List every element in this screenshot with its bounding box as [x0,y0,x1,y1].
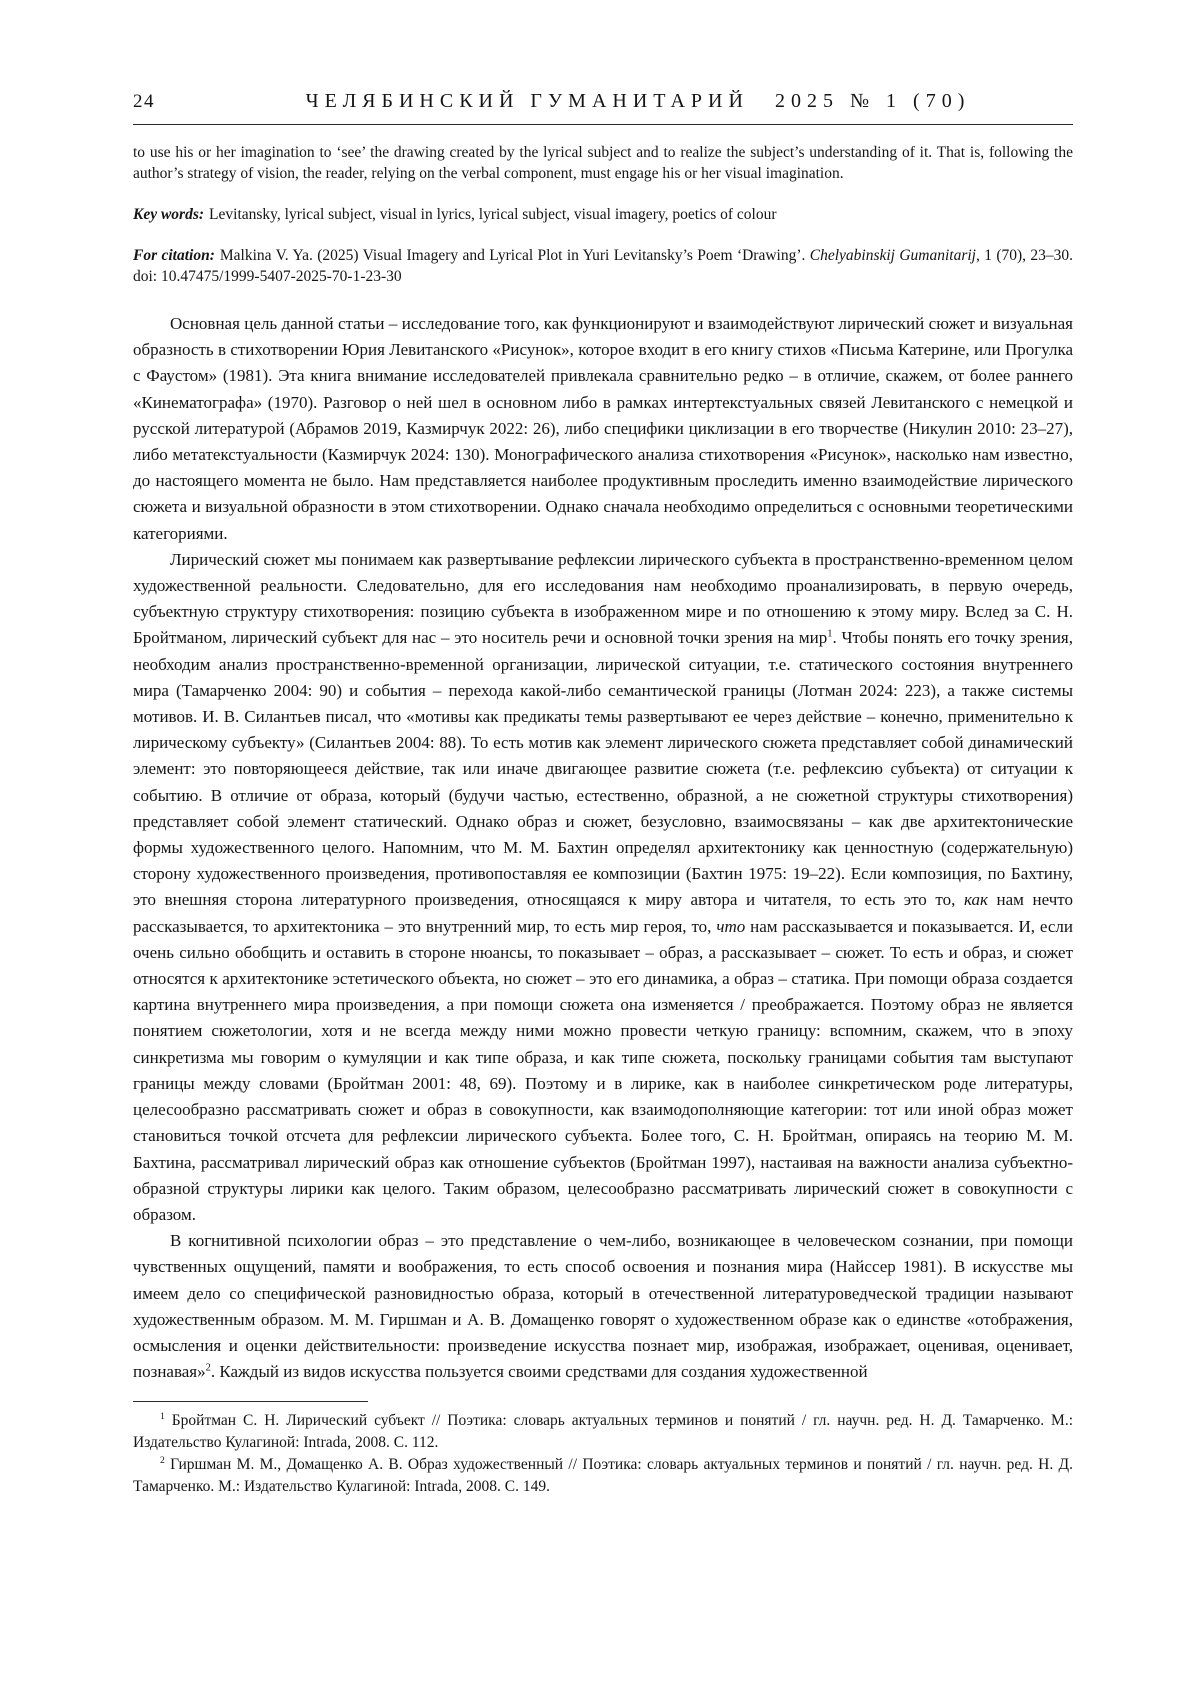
article-body [133,311,1073,1385]
keywords-text: Levitansky, lyrical subject, visual in lyrics, lyrical subject, visual imagery, poetics of colour [209,206,777,223]
citation-text-before: Malkina V. Ya. (2025) Visual Imagery and Lyrical Plot in Yuri Levitansky’s Poem ‘Drawing’. [219,247,810,264]
footnote: $^2$ Гиршман М. М., Домащенко А. В. Образ художественный // Поэтика: словарь актуальных терминов и понятий / гл. научн. ред. Н. Д. Тамарченко. М.: Издательство Кулагиной: Intrada, 2008. С. 149. [133,1455,1073,1496]
body-paragraph: Лирический сюжет мы понимаем как развертывание рефлексии лирического субъекта в пространственно-временном целом художественной реальности. Следовательно, для его исследования нам необходимо проанализировать, в первую очередь, субъектную структуру стихотворения: позицию субъекта в изображенном мире и по отношению к этому миру. Вслед за С. Н. Бройтманом, лирический субъект для нас – это носитель речи и основной точки зрения на мир$^1$. Чтобы понять его точку зрения, необходим анализ пространственно-временной организации, лирической ситуации, т.е. статического состояния внутреннего мира (Тамарченко 2004: 90) и события – перехода какой-либо семантической границы (Лотман 2024: 223), а также системы мотивов. И. В. Силантьев писал, что «мотивы как предикаты темы развертывают ее через действие – конечно, применительно к лирическому субъекту» (Силантьев 2004: 88). То есть мотив как элемент лирического сюжета представляет собой динамический элемент: это повторяющееся действие, так или иначе двигающее развитие сюжета (т.е. рефлексию субъекта) от ситуации к событию. В отличие от образа, который (будучи частью, естественно, образной, а не сюжетной структуры стихотворения) представляет собой элемент статический. Однако образ и сюжет, безусловно, взаимосвязаны – как две архитектонические формы художественного целого. Напомним, что М. М. Бахтин определял архитектонику как ценностную (содержательную) сторону художественного произведения, противопоставляя ее композиции (Бахтин 1975: 19–22). Если композиция, по Бахтину, это внешняя сторона литературного произведения, относящаяся к миру автора и читателя, то есть это то, как нам нечто рассказывается, то архитектоника – это внутренний мир, то есть мир героя, то, что нам рассказывается и показывается. И, если очень сильно обобщить и оставить в стороне нюансы, то показывает – образ, а рассказывает – сюжет. То есть и образ, и сюжет относятся к архитектонике эстетического объекта, но сюжет – это его динамика, а образ – статика. При помощи образа создается картина внутреннего мира произведения, а при помощи сюжета она изменяется / преображается. Поэтому образ не является понятием сюжетологии, хотя и не всегда между ними можно провести четкую границу: вспомним, скажем, что в эпоху синкретизма мы говорим о кумуляции и как типе образа, и как типе сюжета, поскольку границами события там выступают границы между словами (Бройтман 2001: 48, 69). Поэтому и в лирике, как в наиболее синкретическом роде литературы, целесообразно рассматривать сюжет и образ в совокупности, как взаимодополняющие категории: тот или иной образ может становиться точкой отсчета для рефлексии лирического субъекта. Более того, С. Н. Бройтман, опираясь на теорию М. М. Бахтина, рассматривал лирический образ как отношение субъектов (Бройтман 1997), настаивая на важности анализа субъектно-образной структуры лирики как целого. Таким образом, целесообразно рассматривать лирический сюжет в совокупности с образом. [133,549,1074,1224]
footnote: $^1$ Бройтман С. Н. Лирический субъект // Поэтика: словарь актуальных терминов и понятий / гл. научн. ред. Н. Д. Тамарченко. М.: Издательство Кулагиной: Intrada, 2008. С. 112. [133,1411,1073,1452]
footnotes [133,1410,1073,1498]
page-number: 24 [133,91,156,112]
footnote-separator [133,1401,368,1402]
abstract-text: to use his or her imagination to ‘see’ the drawing created by the lyrical subject and to realize the subject’s understanding of it. That is, following the author’s strategy of vision, the reader, relying on the verbal component, must engage his or her visual imagination. [133,144,1073,182]
citation-text-after: , 1 (70), 23–30. doi: 10.47475/1999-5407-2025-70-1-23-30 [133,247,1074,285]
keywords-label: Key words: [133,206,205,223]
journal-title-text: ЧЕЛЯБИНСКИЙ ГУМАНИТАРИЙ [305,90,749,112]
header-rule [133,124,1073,125]
body-paragraph: Основная цель данной статьи – исследование того, как функционируют и взаимодействуют лирический сюжет и визуальная образность в стихотворении Юрия Левитанского «Рисунок», которое входит в его книгу стихов «Письма Катерине, или Прогулка с Фаустом» (1981). Эта книга внимание исследователей привлекала сравнительно редко – в отличие, скажем, от более раннего «Кинематографа» (1970). Разговор о ней шел в основном либо в рамках интертекстуальных связей Левитанского с немецкой и русской литературой (Абрамов 2019, Казмирчук 2022: 26), либо специфики циклизации в его творчестве (Никулин 2010: 23–27), либо метатекстуальности (Казмирчук 2024: 130). Монографического анализа стихотворения «Рисунок», насколько нам известно, до настоящего момента не было. Нам представляется наиболее продуктивным проследить именно взаимодействие лирического сюжета и визуальной образности в этом стихотворении. Однако сначала необходимо определиться с основными теоретическими категориями. [133,314,1073,543]
body-paragraph: В когнитивной психологии образ – это представление о чем-либо, возникающее в человеческом сознании, при помощи чувственных ощущений, памяти и воображения, то есть способ освоения и познания мира (Найссер 1981). В искусстве мы имеем дело со специфической разновидностью образа, который в отечественной литературоведческой традиции называют художественным образом. М. М. Гиршман и А. В. Домащенко говорят о художественном образе как о единстве «отображения, осмысления и оценки действительности: произведение искусства познает мир, изображая, изображает, оценивая, оценивает, познавая»$^2$. Каждый из видов искусства пользуется своими средствами для создания художественной [133,1231,1073,1382]
footnote-marker: 1 [160,1411,165,1423]
page-header [133,90,1073,113]
citation-journal-name: Chelyabinskij Gumanitarij [809,247,976,264]
journal-issue: 2025 № 1 (70) [774,90,971,112]
journal-title [203,90,1073,113]
footnote-reference: 1 [827,628,833,640]
footnote-reference: 2 [205,1362,211,1374]
footnote-marker: 2 [160,1455,165,1467]
citation-line [133,245,1073,287]
citation-label: For citation: [133,247,215,264]
keywords-line [133,204,1073,225]
